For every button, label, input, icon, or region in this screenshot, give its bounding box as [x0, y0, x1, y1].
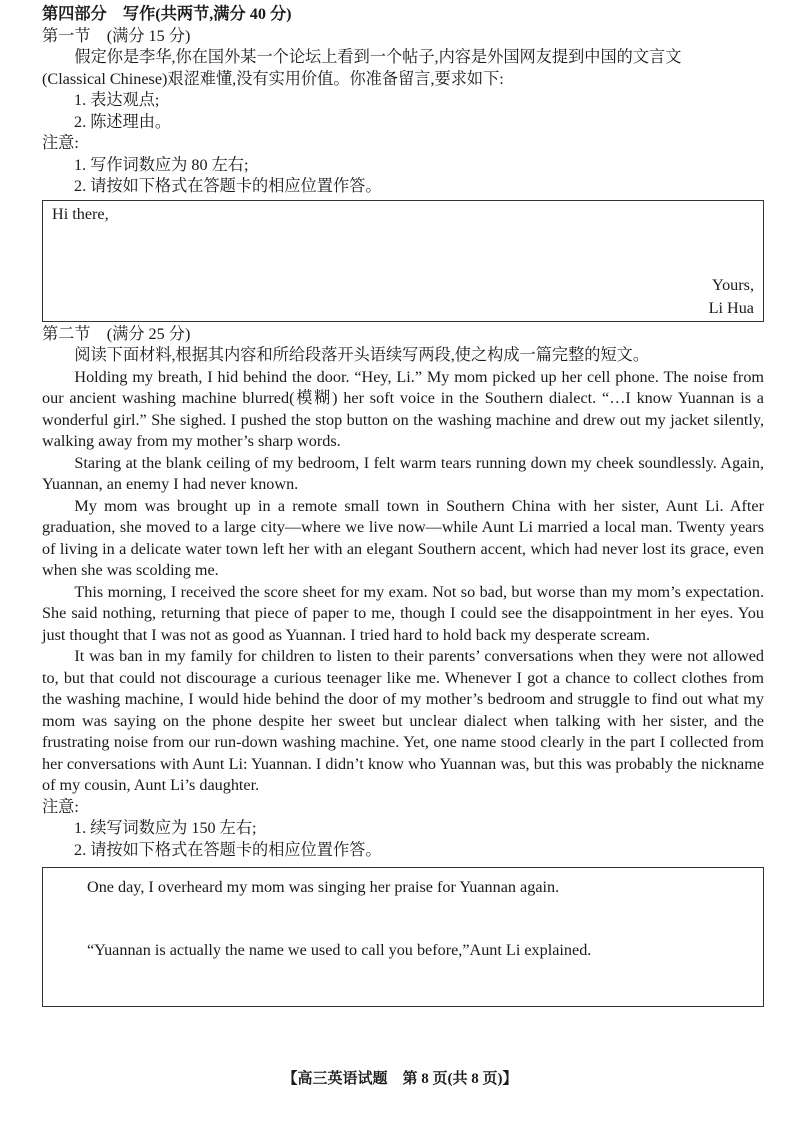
letter-greeting: Hi there,	[52, 204, 109, 223]
section2-note: 2. 请按如下格式在答题卡的相应位置作答。	[74, 840, 382, 859]
part-title: 第四部分 写作(共两节,满分 40 分)	[42, 5, 292, 23]
section1-notes-title: 注意:	[42, 134, 79, 152]
section1-requirement: 1. 表达观点;	[74, 91, 160, 109]
story-paragraph: This morning, I received the score sheet for my exam. Not so bad, but worse than my mom’s expectation. She said nothing, returning that piece of paper to me, though I could see the disappointment in her eyes. You just thought that I was not as good as Yuannan. I tried hard to hold back my desperate scream.	[42, 582, 764, 644]
section1-requirement: 2. 陈述理由。	[74, 112, 172, 131]
paragraph-opening-1: One day, I overheard my mom was singing her praise for Yuannan again.	[87, 878, 560, 896]
section2-instruction: 阅读下面材料,根据其内容和所给段落开头语续写两段,使之构成一篇完整的短文。	[74, 346, 650, 364]
section1-note: 1. 写作词数应为 80 左右;	[74, 155, 249, 174]
exam-page	[42, 4, 764, 1009]
section2-answer-box	[42, 867, 764, 1007]
paragraph-opening-2: “Yuannan is actually the name we used to call you before,”Aunt Li explained.	[87, 941, 592, 959]
section1-prompt-line: (Classical Chinese)艰涩难懂,没有实用价值。你准备留言,要求如下:	[42, 69, 504, 88]
page-footer: 【高三英语试题 第 8 页(共 8 页)】	[282, 1071, 518, 1087]
story-paragraph: Staring at the blank ceiling of my bedroom, I felt warm tears running down my cheek soundlessly. Again, Yuannan, an enemy I had never known.	[42, 453, 764, 493]
story-paragraph: Holding my breath, I hid behind the door. “Hey, Li.” My mom picked up her cell phone. The noise from our ancient washing machine blurred(模糊) her soft voice in the Southern dialect. “…I know Yuannan is a wonderful girl.” She sighed. I pushed the stop button on the washing machine and drew out my jacket silently, walking away from my mother’s sharp words.	[42, 367, 764, 450]
letter-closing: Yours,	[712, 275, 754, 294]
section1-title: 第一节 (满分 15 分)	[42, 26, 191, 45]
section2-note: 1. 续写词数应为 150 左右;	[74, 819, 257, 837]
section2-notes-title: 注意:	[42, 797, 79, 816]
story-paragraph: It was ban in my family for children to listen to their parents’ conversations when they were not allowed to, but that could not discourage a curious teenager like me. Whenever I got a chance to collect clothes from the washing machine, I would hide behind the door of my mother’s bedroom and struggle to find out what my mom was saying on the phone despite her sweet but unclear dialect when talking with her sister, and the frustrating noise from our run-down washing machine. Yet, one name stood clearly in the part I collected from her conversations with Aunt Li: Yuannan. I didn’t know who Yuannan was, but this was probably the nickname of my cousin, Aunt Li’s daughter.	[42, 647, 764, 794]
section1-prompt-line: 假定你是李华,你在国外某一个论坛上看到一个帖子,内容是外国网友提到中国的文言文	[74, 48, 682, 66]
section2-title: 第二节 (满分 25 分)	[42, 324, 191, 343]
section1-note: 2. 请按如下格式在答题卡的相应位置作答。	[74, 177, 382, 195]
section1-answer-box	[42, 200, 764, 322]
letter-signature: Li Hua	[708, 298, 754, 317]
story-paragraph: My mom was brought up in a remote small town in Southern China with her sister, Aunt Li. After graduation, she moved to a large city—where we live now—while Aunt Li married a local man. Twenty years of living in a delicate water town left her with an elegant Southern accent, which had never lost its grace, even when she was scolding me.	[42, 496, 764, 579]
